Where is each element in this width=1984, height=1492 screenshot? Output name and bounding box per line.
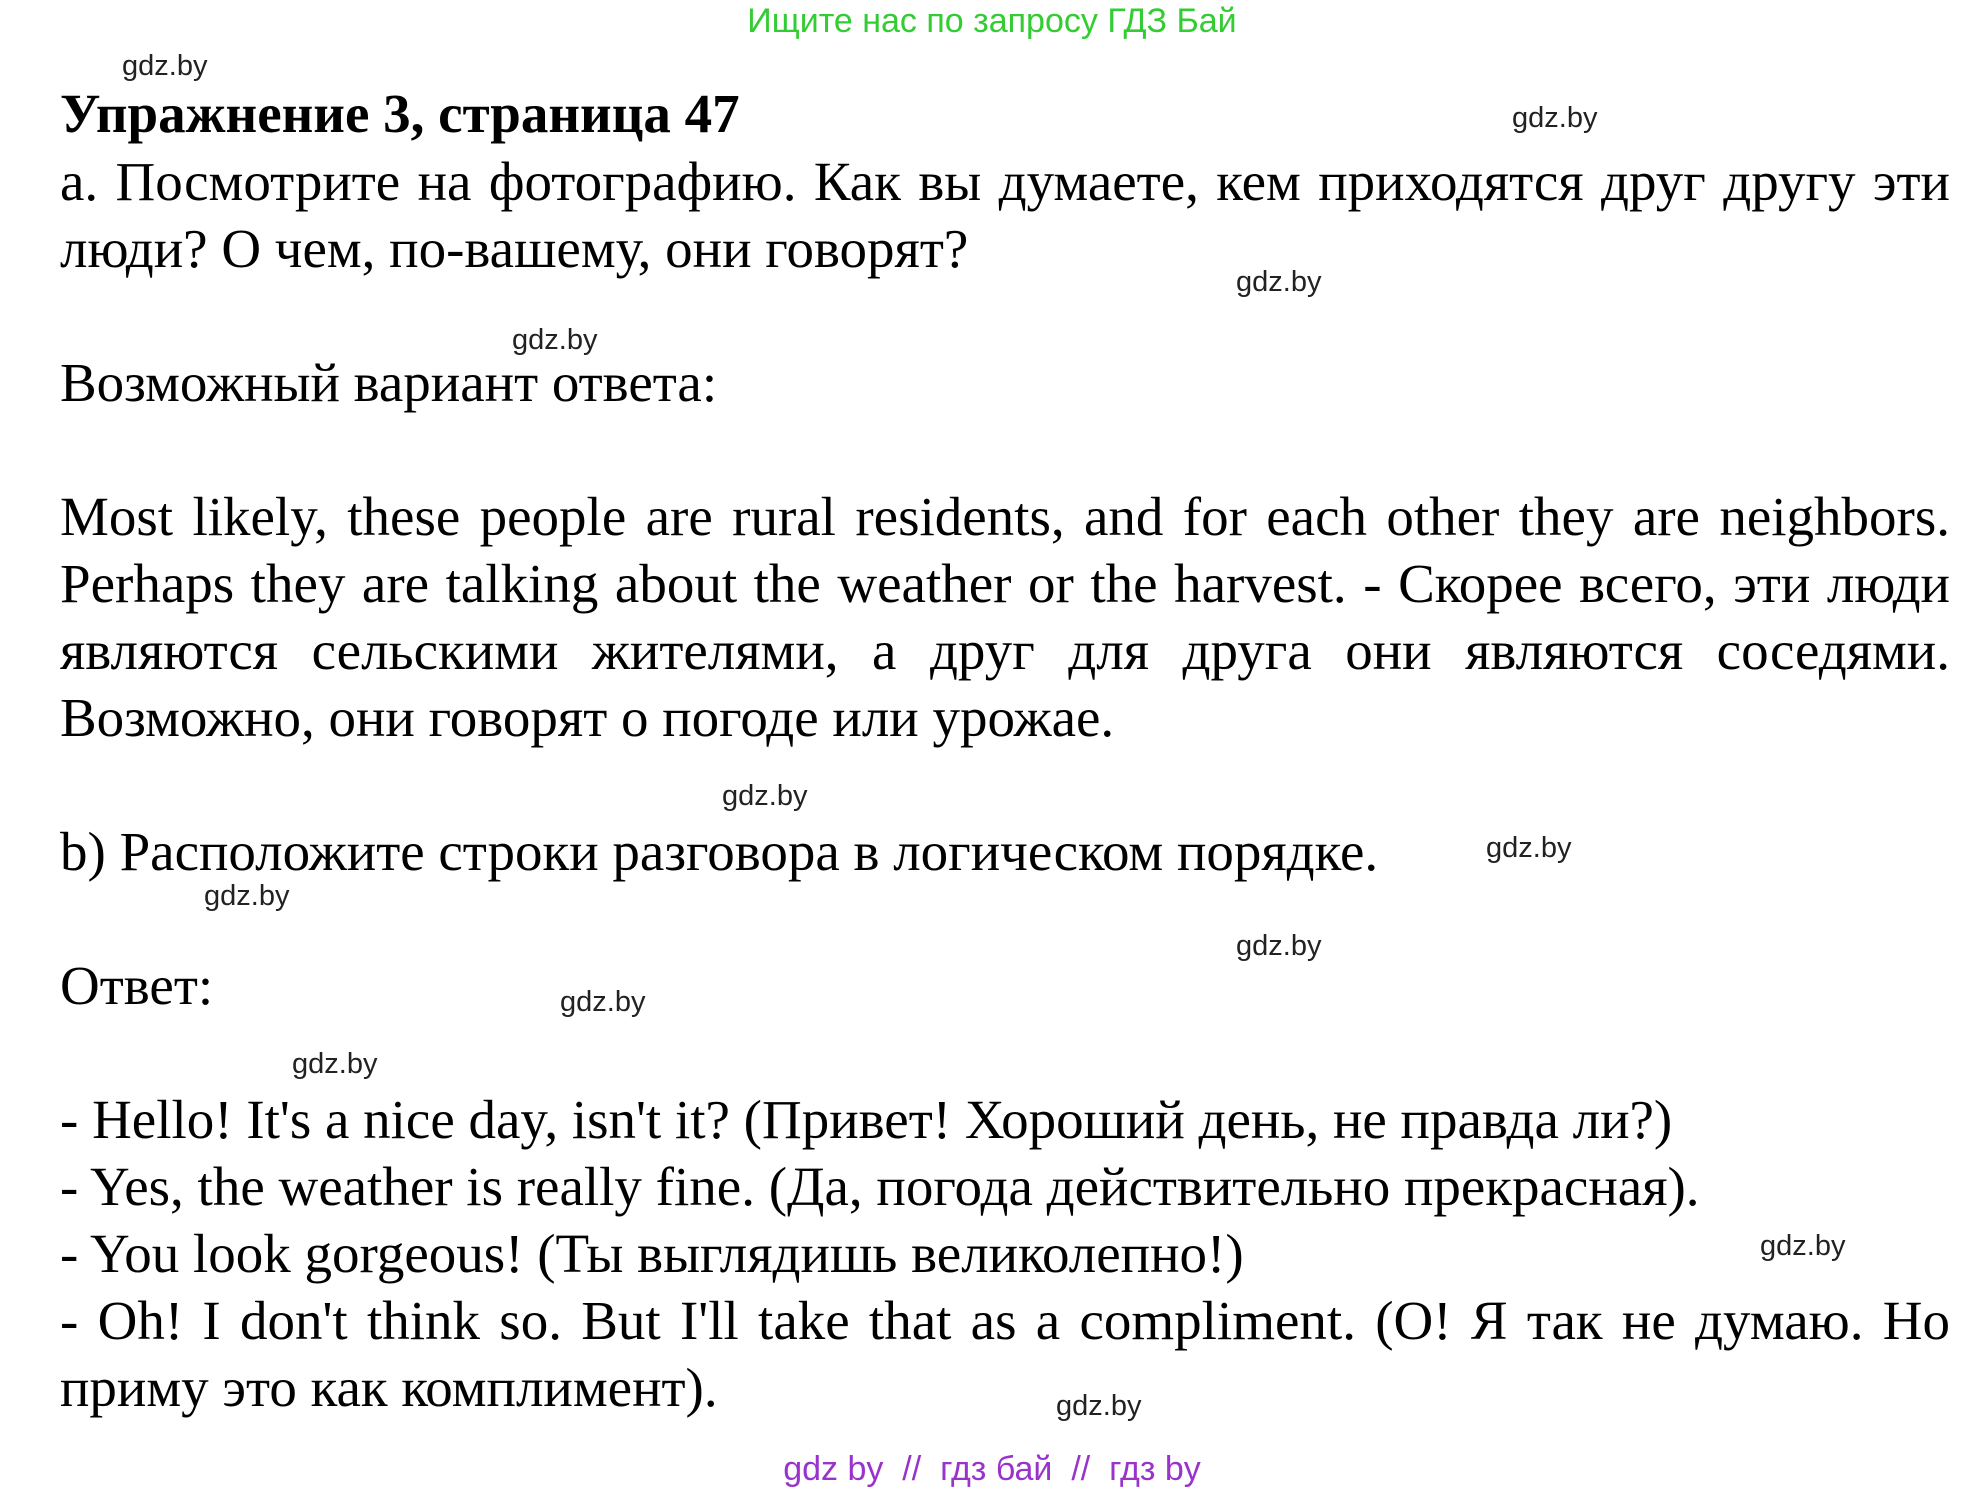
task-b-text: b) Расположите строки разговора в логическом порядке. bbox=[60, 821, 1379, 882]
dialogue-line-1: - Hello! It's a nice day, isn't it? (Привет! Хороший день, не правда ли?) bbox=[60, 1089, 1673, 1150]
exercise-content bbox=[60, 80, 1950, 1421]
watermark: gdz.by bbox=[512, 324, 598, 356]
dialogue-line-3: - You look gorgeous! (Ты выглядишь великолепно!) bbox=[60, 1223, 1244, 1284]
watermark: gdz.by bbox=[560, 986, 646, 1018]
possible-answer-label: Возможный вариант ответа: bbox=[60, 352, 718, 413]
site-banner: Ищите нас по запросу ГДЗ Бай bbox=[747, 2, 1237, 40]
watermark: gdz.by bbox=[292, 1048, 378, 1080]
answer-label: Ответ: bbox=[60, 955, 214, 1016]
task-a-text: а. Посмотрите на фотографию. Как вы думаете, кем приходятся друг другу эти люди? О чем, по-вашему, они говорят? bbox=[60, 151, 1950, 279]
watermark: gdz.by bbox=[122, 50, 208, 82]
site-footer: gdz by // гдз бай // гдз by bbox=[783, 1450, 1201, 1488]
watermark: gdz.by bbox=[1236, 266, 1322, 298]
watermark: gdz.by bbox=[204, 880, 290, 912]
watermark: gdz.by bbox=[1512, 102, 1598, 134]
answer-a-text: Most likely, these people are rural residents, and for each other they are neighbors. Perhaps they are talking about the weather or the harvest. - Скорее всего, эти люди являются сельскими жителями, а друг для друга они являются соседями. Возможно, они говорят о погоде или урожае. bbox=[60, 486, 1950, 748]
watermark: gdz.by bbox=[722, 780, 808, 812]
watermark: gdz.by bbox=[1056, 1390, 1142, 1422]
watermark: gdz.by bbox=[1760, 1230, 1846, 1262]
dialogue-line-2: - Yes, the weather is really fine. (Да, погода действительно прекрасная). bbox=[60, 1156, 1700, 1217]
watermark: gdz.by bbox=[1236, 930, 1322, 962]
watermark: gdz.by bbox=[1486, 832, 1572, 864]
exercise-title: Упражнение 3, страница 47 bbox=[60, 83, 740, 144]
dialogue-line-4: - Oh! I don't think so. But I'll take that as a compliment. (О! Я так не думаю. Но приму это как комплимент). bbox=[60, 1290, 1950, 1418]
